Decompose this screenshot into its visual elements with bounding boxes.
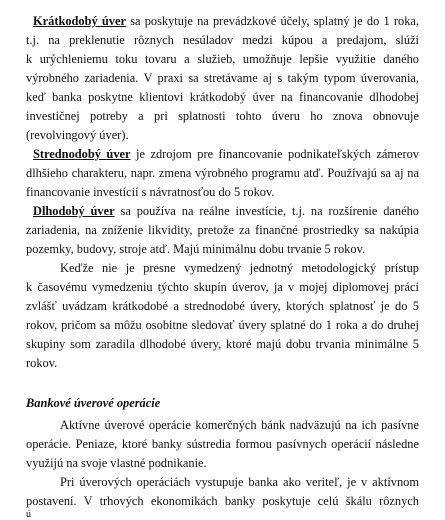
paragraph-line: rokov, pričom sa môžu osobitne sledovať úvery splatné do 1 roka a do druhej <box>26 318 419 332</box>
term-medium-term: Strednodobý úver <box>33 147 131 161</box>
term-short-term: Krátkodobý úver <box>33 14 126 28</box>
paragraph-line: zvlášť uvádzam krátkodobé a strednodobé úvery, ktorých splatnosť je do 5 <box>26 299 419 313</box>
paragraph-line: rokov. <box>26 356 58 370</box>
paragraph-line: Pri úverových operáciách vystupuje banka ako veriteľ, je v aktívnom <box>60 475 419 489</box>
paragraph-line: t.j. na preklenutie rôznych nesúladov medzi kúpou a predajom, slúži <box>26 33 419 47</box>
paragraph-line: Keďže nie je presne vymedzený jednotný metodologický prístup <box>60 261 419 275</box>
paragraph-line: výrobného zariadenia. V praxi sa stretávame aj s takým typom úverovania, <box>26 71 419 85</box>
paragraph-line: operácie. Peniaze, ktoré banky sústredia formou pasívnych operácií následne <box>26 437 419 451</box>
section-heading: Bankové úverové operácie <box>26 396 161 410</box>
paragraph-line: pozemky, budovy, stroje atď. Majú minimálnu dobu trvanie 5 rokov. <box>26 242 366 256</box>
paragraph-line: Dlhodobý úver sa používa na reálne investície, t.j. na rozšírenie daného <box>33 204 419 218</box>
paragraph-line: zariadenia, na zníženie likvidity, pretože za finančné prostriedky sa nakúpia <box>26 223 419 237</box>
paragraph-line: k urýchleniemu toku tovaru a služieb, umožňuje lepšie využitie daného <box>26 52 419 66</box>
paragraph-line: keď banka poskytne klientovi krátkodobý úver na financovanie dlhodobej <box>26 90 419 104</box>
cut-off-text-fragment: ú <box>26 509 31 520</box>
term-long-term: Dlhodobý úver <box>33 204 115 218</box>
paragraph-line: k časovému vymedzeniu týchto skupín úverov, ja v mojej diplomovej práci <box>26 280 419 294</box>
paragraph-line: financovanie investícií s návratnosťou do 5 rokov. <box>26 185 275 199</box>
paragraph-line: Aktívne úverové operácie komerčných bánk nadväzujú na ich pasívne <box>60 418 419 432</box>
paragraph-line: dlhšieho charakteru, napr. zmena výrobného programu atď. Používajú sa aj na <box>26 166 419 180</box>
paragraph-line: investičnej potreby a pri splatnosti tohto úveru ho znova obnovuje <box>26 109 419 123</box>
paragraph-line: postavení. V trhových ekonomikách banky poskytuje celú škálu rôznych <box>26 494 419 508</box>
paragraph-line: (revolvingový úver). <box>26 128 129 142</box>
paragraph-line: Strednodobý úver je zdrojom pre financovanie podnikateľských zámerov <box>33 147 419 161</box>
paragraph-line: skupiny som zaradila dlhodobé úvery, ktoré majú dobu trvania minimálne 5 <box>26 337 419 351</box>
paragraph-line: využijú na svoje vlastné podnikanie. <box>26 456 207 470</box>
paragraph-line: Krátkodobý úver sa poskytuje na prevádzkové účely, splatný je do 1 roka, <box>33 14 419 28</box>
